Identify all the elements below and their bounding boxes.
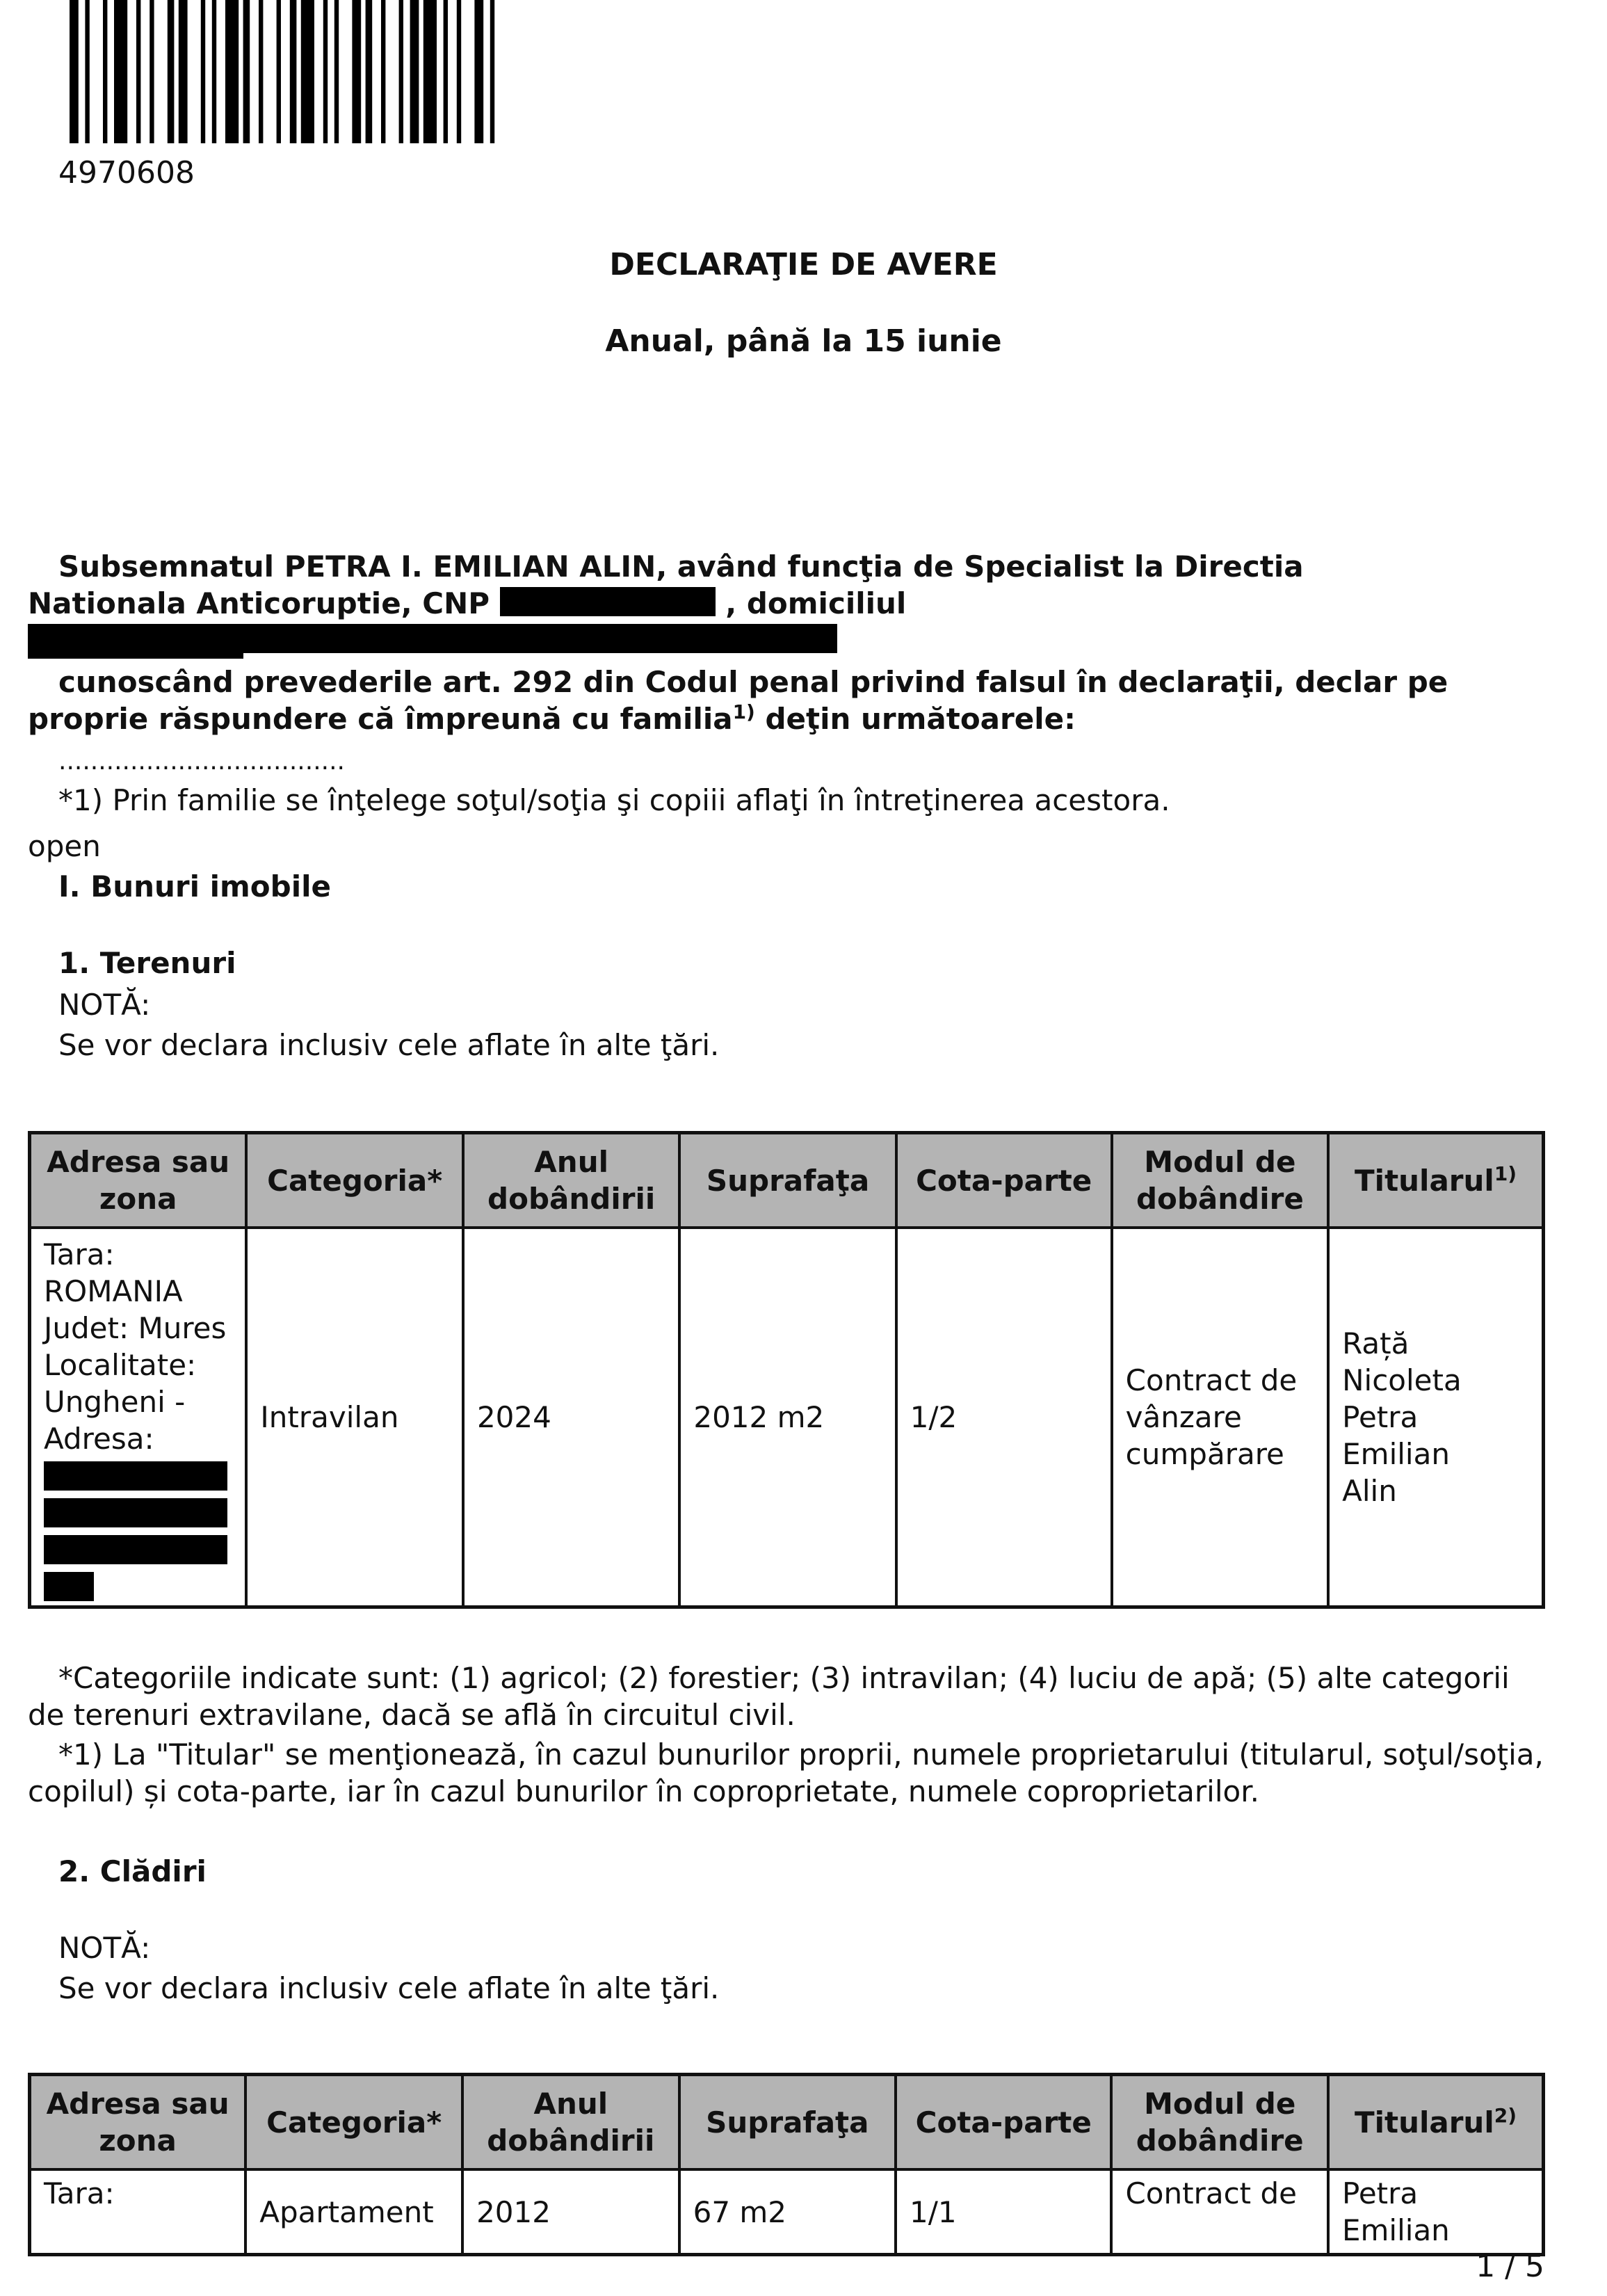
- barcode-bar: [334, 0, 339, 143]
- barcode-bar: [103, 0, 107, 143]
- barcode-bar: [201, 0, 205, 143]
- barcode-number: 4970608: [58, 155, 195, 191]
- barcode-bar: [150, 0, 154, 143]
- declaration-text: cunoscând prevederile art. 292 din Codul penal privind falsul în declaraţii, declar pe proprie răspundere că împreună cu familia: [28, 665, 1448, 736]
- note-titular: *1) La "Titular" se menţionează, în cazul bunurilor proprii, numele proprietarului (titularul, soţul/soţia, copilul) și cota-parte, iar în cazul bunurilor în coproprietate, numele coproprietarilor.: [28, 1737, 1544, 1808]
- col-header-categoria: Categoria*: [246, 1133, 463, 1228]
- intro-text-2: , domiciliul: [725, 586, 907, 620]
- barcode-bar: [490, 0, 494, 143]
- note-categorii: *Categoriile indicate sunt: (1) agricol; (2) forestier; (3) intravilan; (4) luciu de apă; (5) alte categorii de terenuri extravilane, dacă se află în circuitul civil.: [28, 1661, 1510, 1732]
- footnote-family: *1) Prin familie se înţelege soţul/soţia şi copiii aflaţi în întreţinerea acestora.: [58, 783, 1170, 817]
- col-header-titular-sup: 2): [1494, 2103, 1517, 2127]
- col-header-anul: Anul dobândirii: [463, 1133, 679, 1228]
- barcode-bar: [444, 0, 448, 143]
- col-header-suprafata: Suprafaţa: [679, 2075, 896, 2170]
- barcode-bar: [179, 0, 188, 143]
- dotted-line: ....................................: [58, 747, 345, 776]
- barcode-bar: [381, 0, 385, 143]
- document-title: DECLARAŢIE DE AVERE: [609, 247, 998, 282]
- barcode-bar: [85, 0, 89, 143]
- cell-suprafata: 2012 m2: [679, 1228, 896, 1607]
- nota-text-cladiri: Se vor declara inclusiv cele aflate în alte ţări.: [58, 1971, 720, 2005]
- barcode-bar: [290, 0, 297, 143]
- cell-cota: 1/2: [896, 1228, 1112, 1607]
- titular-line: Rață Nicoleta: [1342, 1326, 1462, 1397]
- barcode-bar: [323, 0, 328, 143]
- col-header-categoria: Categoria*: [245, 2075, 462, 2170]
- redacted-land-address: [44, 1461, 232, 1601]
- table-header-row: [30, 2075, 1544, 2170]
- barcode: [70, 0, 858, 143]
- barcode-bar: [225, 0, 239, 143]
- page-number: 1 / 5: [1476, 2249, 1544, 2284]
- barcode-bar: [457, 0, 461, 143]
- col-header-titular-sup: 1): [1494, 1162, 1517, 1185]
- barcode-bar: [168, 0, 175, 143]
- barcode-bar: [474, 0, 483, 143]
- barcode-bar: [114, 0, 127, 143]
- section-heading-imobile: I. Bunuri imobile: [58, 869, 332, 904]
- redacted-address-continued: [28, 627, 243, 664]
- barcode-bar: [243, 0, 250, 143]
- col-header-titular-label: Titularul: [1354, 2105, 1494, 2140]
- cell-cota: 1/1: [896, 2169, 1111, 2255]
- col-header-cota: Cota-parte: [896, 2075, 1111, 2170]
- cell-adresa: [30, 1228, 247, 1607]
- cell-anul: 2024: [463, 1228, 679, 1607]
- cell-anul: 2012: [462, 2169, 679, 2255]
- cladiri-table: [28, 2073, 1545, 2256]
- col-header-adresa: Adresa sau zona: [30, 1133, 247, 1228]
- cell-suprafata: 67 m2: [679, 2169, 896, 2255]
- barcode-bar: [277, 0, 281, 143]
- terenuri-table: [28, 1131, 1545, 1609]
- barcode-bar: [410, 0, 419, 143]
- col-header-cota: Cota-parte: [896, 1133, 1112, 1228]
- subsection-heading-terenuri: 1. Terenuri: [58, 946, 236, 980]
- declaration-text-end: deţin următoarele:: [754, 702, 1076, 736]
- barcode-bar: [212, 0, 216, 143]
- col-header-titular: [1328, 1133, 1543, 1228]
- barcode-bar: [259, 0, 263, 143]
- document-subtitle: Anual, până la 15 iunie: [605, 323, 1002, 359]
- address-line: ROMANIA: [44, 1274, 183, 1308]
- declaration-paragraph: [28, 664, 1530, 737]
- barcode-bar: [399, 0, 403, 143]
- cell-categoria: Apartament: [245, 2169, 462, 2255]
- barcode-bar: [423, 0, 437, 143]
- cell-titular: [1328, 1228, 1543, 1607]
- address-line: Adresa:: [44, 1422, 154, 1456]
- address-line: Ungheni -: [44, 1385, 186, 1419]
- titular-line: Petra Emilian: [1342, 1400, 1450, 1471]
- address-line: Localitate:: [44, 1348, 197, 1382]
- cell-modul: Contract de: [1111, 2169, 1328, 2255]
- barcode-bar: [301, 0, 314, 143]
- col-header-modul: Modul de dobândire: [1112, 1133, 1328, 1228]
- cell-categoria: Intravilan: [246, 1228, 463, 1607]
- intro-text-1: Subsemnatul PETRA I. EMILIAN ALIN, având funcţia de Specialist la Directia Nationala Anticoruptie, CNP: [28, 549, 1304, 620]
- modul-line: cumpărare: [1125, 1437, 1284, 1471]
- open-label: open: [28, 829, 101, 863]
- nota-label-terenuri: NOTĂ:: [58, 988, 151, 1022]
- table-row: [30, 1228, 1544, 1607]
- table-row: [30, 2169, 1544, 2255]
- barcode-bar: [136, 0, 140, 143]
- modul-line: vânzare: [1125, 1400, 1242, 1434]
- col-header-titular-label: Titularul: [1355, 1163, 1494, 1198]
- col-header-suprafata: Suprafaţa: [679, 1133, 896, 1228]
- table-header-row: [30, 1133, 1544, 1228]
- col-header-titular: [1328, 2075, 1544, 2170]
- cell-adresa: Tara:: [30, 2169, 246, 2255]
- redacted-cnp: [500, 587, 716, 616]
- col-header-anul: Anul dobândirii: [462, 2075, 679, 2170]
- barcode-bar: [366, 0, 373, 143]
- barcode-bar: [352, 0, 361, 143]
- cell-modul: [1112, 1228, 1328, 1607]
- address-line: Tara:: [44, 1237, 115, 1271]
- nota-text-terenuri: Se vor declara inclusiv cele aflate în alte ţări.: [58, 1028, 720, 1062]
- titular-line: Alin: [1342, 1474, 1397, 1508]
- family-footnote-ref: 1): [732, 700, 755, 723]
- barcode-bar: [70, 0, 79, 143]
- cell-titular: Petra Emilian: [1328, 2169, 1544, 2255]
- modul-line: Contract de: [1125, 1363, 1298, 1397]
- subsection-heading-cladiri: 2. Clădiri: [58, 1854, 207, 1888]
- address-line: Judet: Mures: [44, 1311, 227, 1345]
- col-header-modul: Modul de dobândire: [1111, 2075, 1328, 2170]
- nota-label-cladiri: NOTĂ:: [58, 1931, 151, 1965]
- col-header-adresa: Adresa sau zona: [30, 2075, 246, 2170]
